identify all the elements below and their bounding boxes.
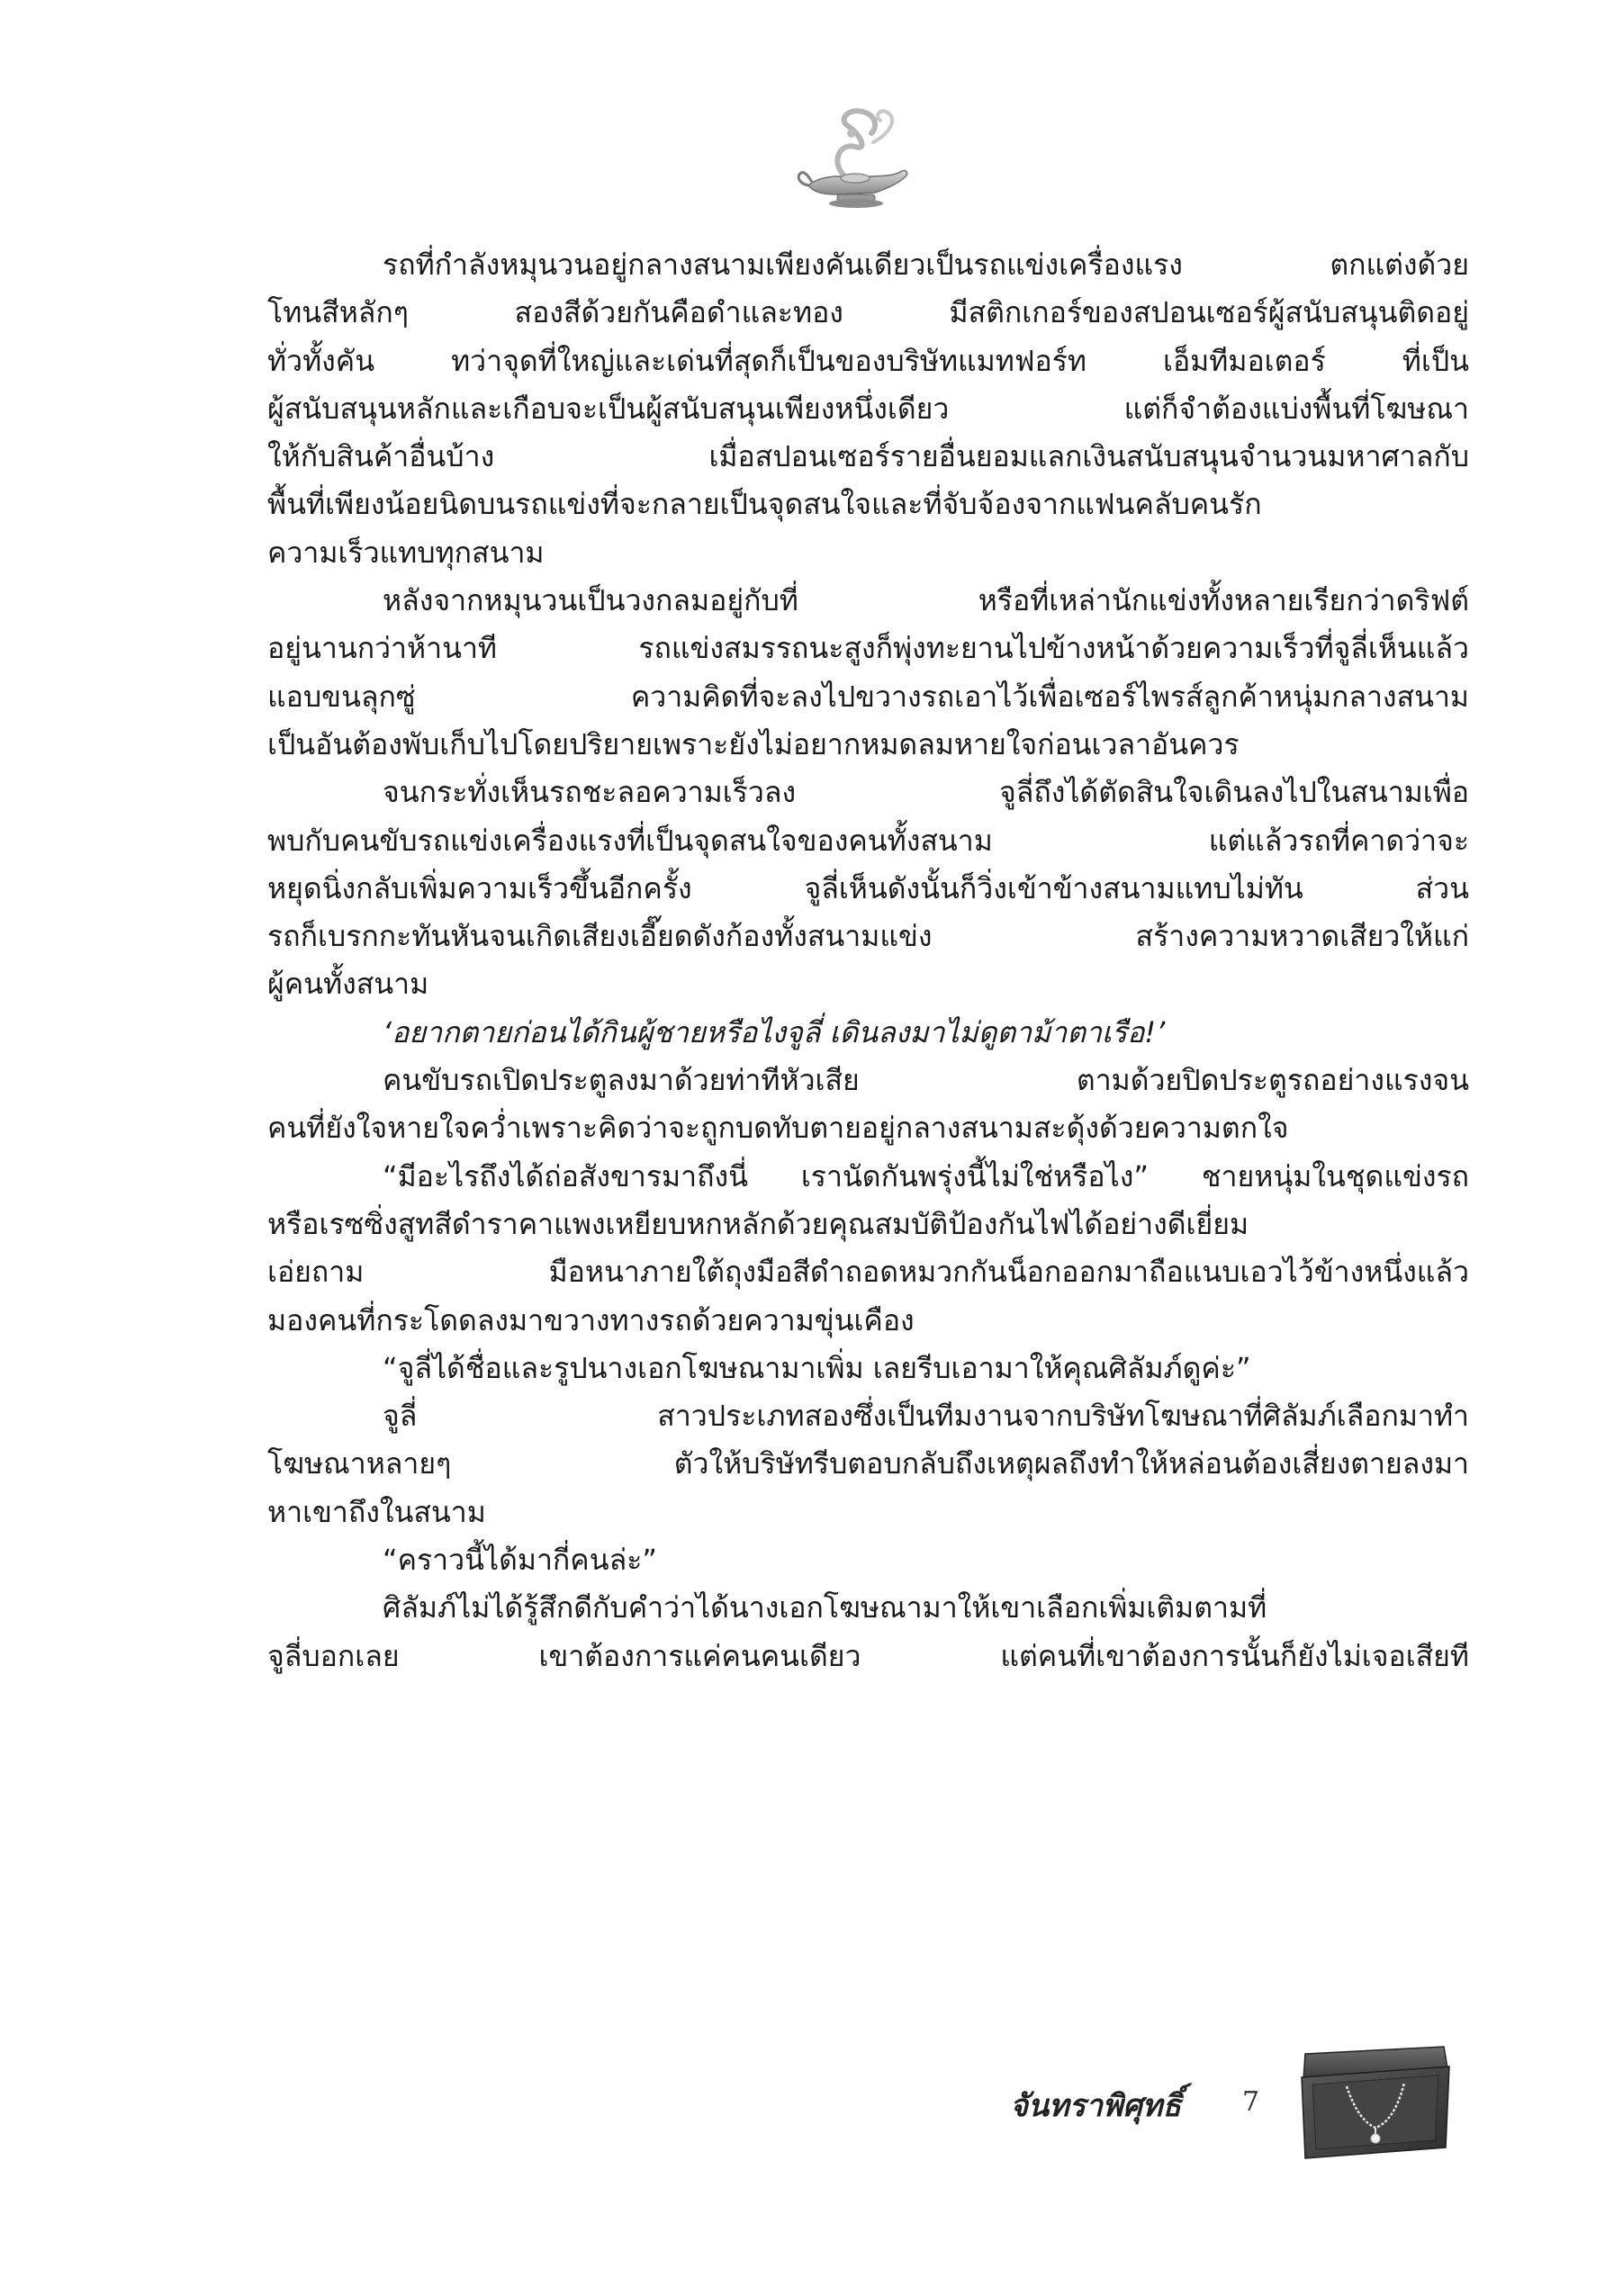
text-line: จูลี่ สาวประเภทสองซึ่งเป็นทีมงานจากบริษัทโฆษณาที่ศิลัมภ์เลือกมาทำ <box>383 1399 1469 1434</box>
text-line: มองคนที่กระโดดลงมาขวางทางรถด้วยความขุ่นเคือง <box>267 1302 915 1337</box>
text-line: “คราวนี้ได้มากี่คนล่ะ” <box>383 1543 657 1578</box>
genie-lamp-icon <box>792 106 927 214</box>
text-line: โฆษณาหลายๆ ตัวให้บริษัทรีบตอบกลับถึงเหตุผลถึงทำให้หล่อนต้องเสี่ยงตายลงมา <box>267 1446 1469 1481</box>
text-line: อยู่นานกว่าห้านาที รถแข่งสมรรถนะสูงก็พุ่งทะยานไปข้างหน้าด้วยความเร็วที่จูลี่เห็นแล้ว <box>267 631 1469 666</box>
text-line: “มีอะไรถึงได้ถ่อสังขารมาถึงนี่ เรานัดกันพรุ่งนี้ไม่ใช่หรือไง” ชายหนุ่มในชุดแข่งรถ <box>383 1158 1469 1193</box>
text-line: เป็นอันต้องพับเก็บไปโดยปริยายเพราะยังไม่อยากหมดลมหายใจก่อนเวลาอันควร <box>267 726 1240 761</box>
text-line: แอบขนลุกซู่ ความคิดที่จะลงไปขวางรถเอาไว้เพื่อเซอร์ไพรส์ลูกค้าหนุ่มกลางสนาม <box>267 679 1469 714</box>
text-line: พื้นที่เพียงน้อยนิดบนรถแข่งที่จะกลายเป็นจุดสนใจและที่จับจ้องจากแฟนคลับคนรัก <box>267 487 1262 522</box>
text-line: ทั่วทั้งคัน ทว่าจุดที่ใหญ่และเด่นที่สุดก็เป็นของบริษัทแมทฟอร์ท เอ็มทีมอเตอร์ ที่เป็น <box>267 343 1469 378</box>
text-line: โทนสีหลักๆ สองสีด้วยกันคือดำและทอง มีสติกเกอร์ของสปอนเซอร์ผู้สนับสนุนติดอยู่ <box>267 295 1469 330</box>
text-line: หรือเรซซิ่งสูทสีดำราคาแพงเหยียบหกหลักด้วยคุณสมบัติป้องกันไฟได้อย่างดีเยี่ยม <box>267 1206 1249 1241</box>
text-line: ผู้คนทั้งสนาม <box>267 967 429 1002</box>
text-line: “จูลี่ได้ชื่อและรูปนางเอกโฆษณามาเพิ่ม เลยรีบเอามาให้คุณศิลัมภ์ดูค่ะ” <box>383 1350 1251 1385</box>
text-line: จูลี่บอกเลย เขาต้องการแค่คนคนเดียว แต่คนที่เขาต้องการนั้นก็ยังไม่เจอเสียที <box>267 1638 1469 1673</box>
text-line: เอ่ยถาม มือหนาภายใต้ถุงมือสีดำถอดหมวกกันน็อกออกมาถือแนบเอวไว้ข้างหนึ่งแล้ว <box>267 1255 1469 1290</box>
text-line: ให้กับสินค้าอื่นบ้าง เมื่อสปอนเซอร์รายอื่นยอมแลกเงินสนับสนุนจำนวนมหาศาลกับ <box>267 439 1469 474</box>
text-line: พบกับคนขับรถแข่งเครื่องแรงที่เป็นจุดสนใจของคนทั้งสนาม แต่แล้วรถที่คาดว่าจะ <box>267 823 1469 858</box>
book-title: จันทราพิศุทธิ์ <box>1010 2088 1182 2124</box>
text-line: ผู้สนับสนุนหลักและเกือบจะเป็นผู้สนับสนุนเพียงหนึ่งเดียว แต่ก็จำต้องแบ่งพื้นที่โฆษณา <box>267 391 1469 426</box>
text-line: รถที่กำลังหมุนวนอยู่กลางสนามเพียงคันเดียวเป็นรถแข่งเครื่องแรง ตกแต่งด้วย <box>383 248 1469 282</box>
text-line: ศิลัมภ์ไม่ได้รู้สึกดีกับคำว่าได้นางเอกโฆษณามาให้เขาเลือกเพิ่มเติมตามที่ <box>383 1590 1267 1625</box>
text-line: จนกระทั่งเห็นรถชะลอความเร็วลง จูลี่ถึงได้ตัดสินใจเดินลงไปในสนามเพื่อ <box>383 775 1469 810</box>
text-line: ‘อยากตายก่อนได้กินผู้ชายหรือไงจูลี่ เดินลงมาไม่ดูตาม้าตาเรือ!’ <box>383 1014 1166 1049</box>
text-line: รถก็เบรกกะทันหันจนเกิดเสียงเอี๊ยดดังก้องทั้งสนามแข่ง สร้างความหวาดเสียวให้แก่ <box>267 919 1469 954</box>
text-line: หยุดนิ่งกลับเพิ่มความเร็วขึ้นอีกครั้ง จูลี่เห็นดังนั้นก็วิ่งเข้าข้างสนามแทบไม่ทัน ส่วน <box>267 870 1469 905</box>
text-line: คนที่ยังใจหายใจคว่ำเพราะคิดว่าจะถูกบดทับตายอยู่กลางสนามสะดุ้งด้วยความตกใจ <box>267 1111 1289 1146</box>
jewelry-box-icon <box>1293 2041 1455 2163</box>
body-text <box>267 241 1469 1680</box>
text-line: คนขับรถเปิดประตูลงมาด้วยท่าทีหัวเสีย ตามด้วยปิดประตูรถอย่างแรงจน <box>383 1063 1469 1098</box>
text-line: หลังจากหมุนวนเป็นวงกลมอยู่กับที่ หรือที่เหล่านักแข่งทั้งหลายเรียกว่าดริฟต์ <box>383 583 1469 618</box>
page-number: 7 <box>1242 2086 1260 2118</box>
text-line: หาเขาถึงในสนาม <box>267 1494 486 1529</box>
text-line: ความเร็วแทบทุกสนาม <box>267 535 545 570</box>
